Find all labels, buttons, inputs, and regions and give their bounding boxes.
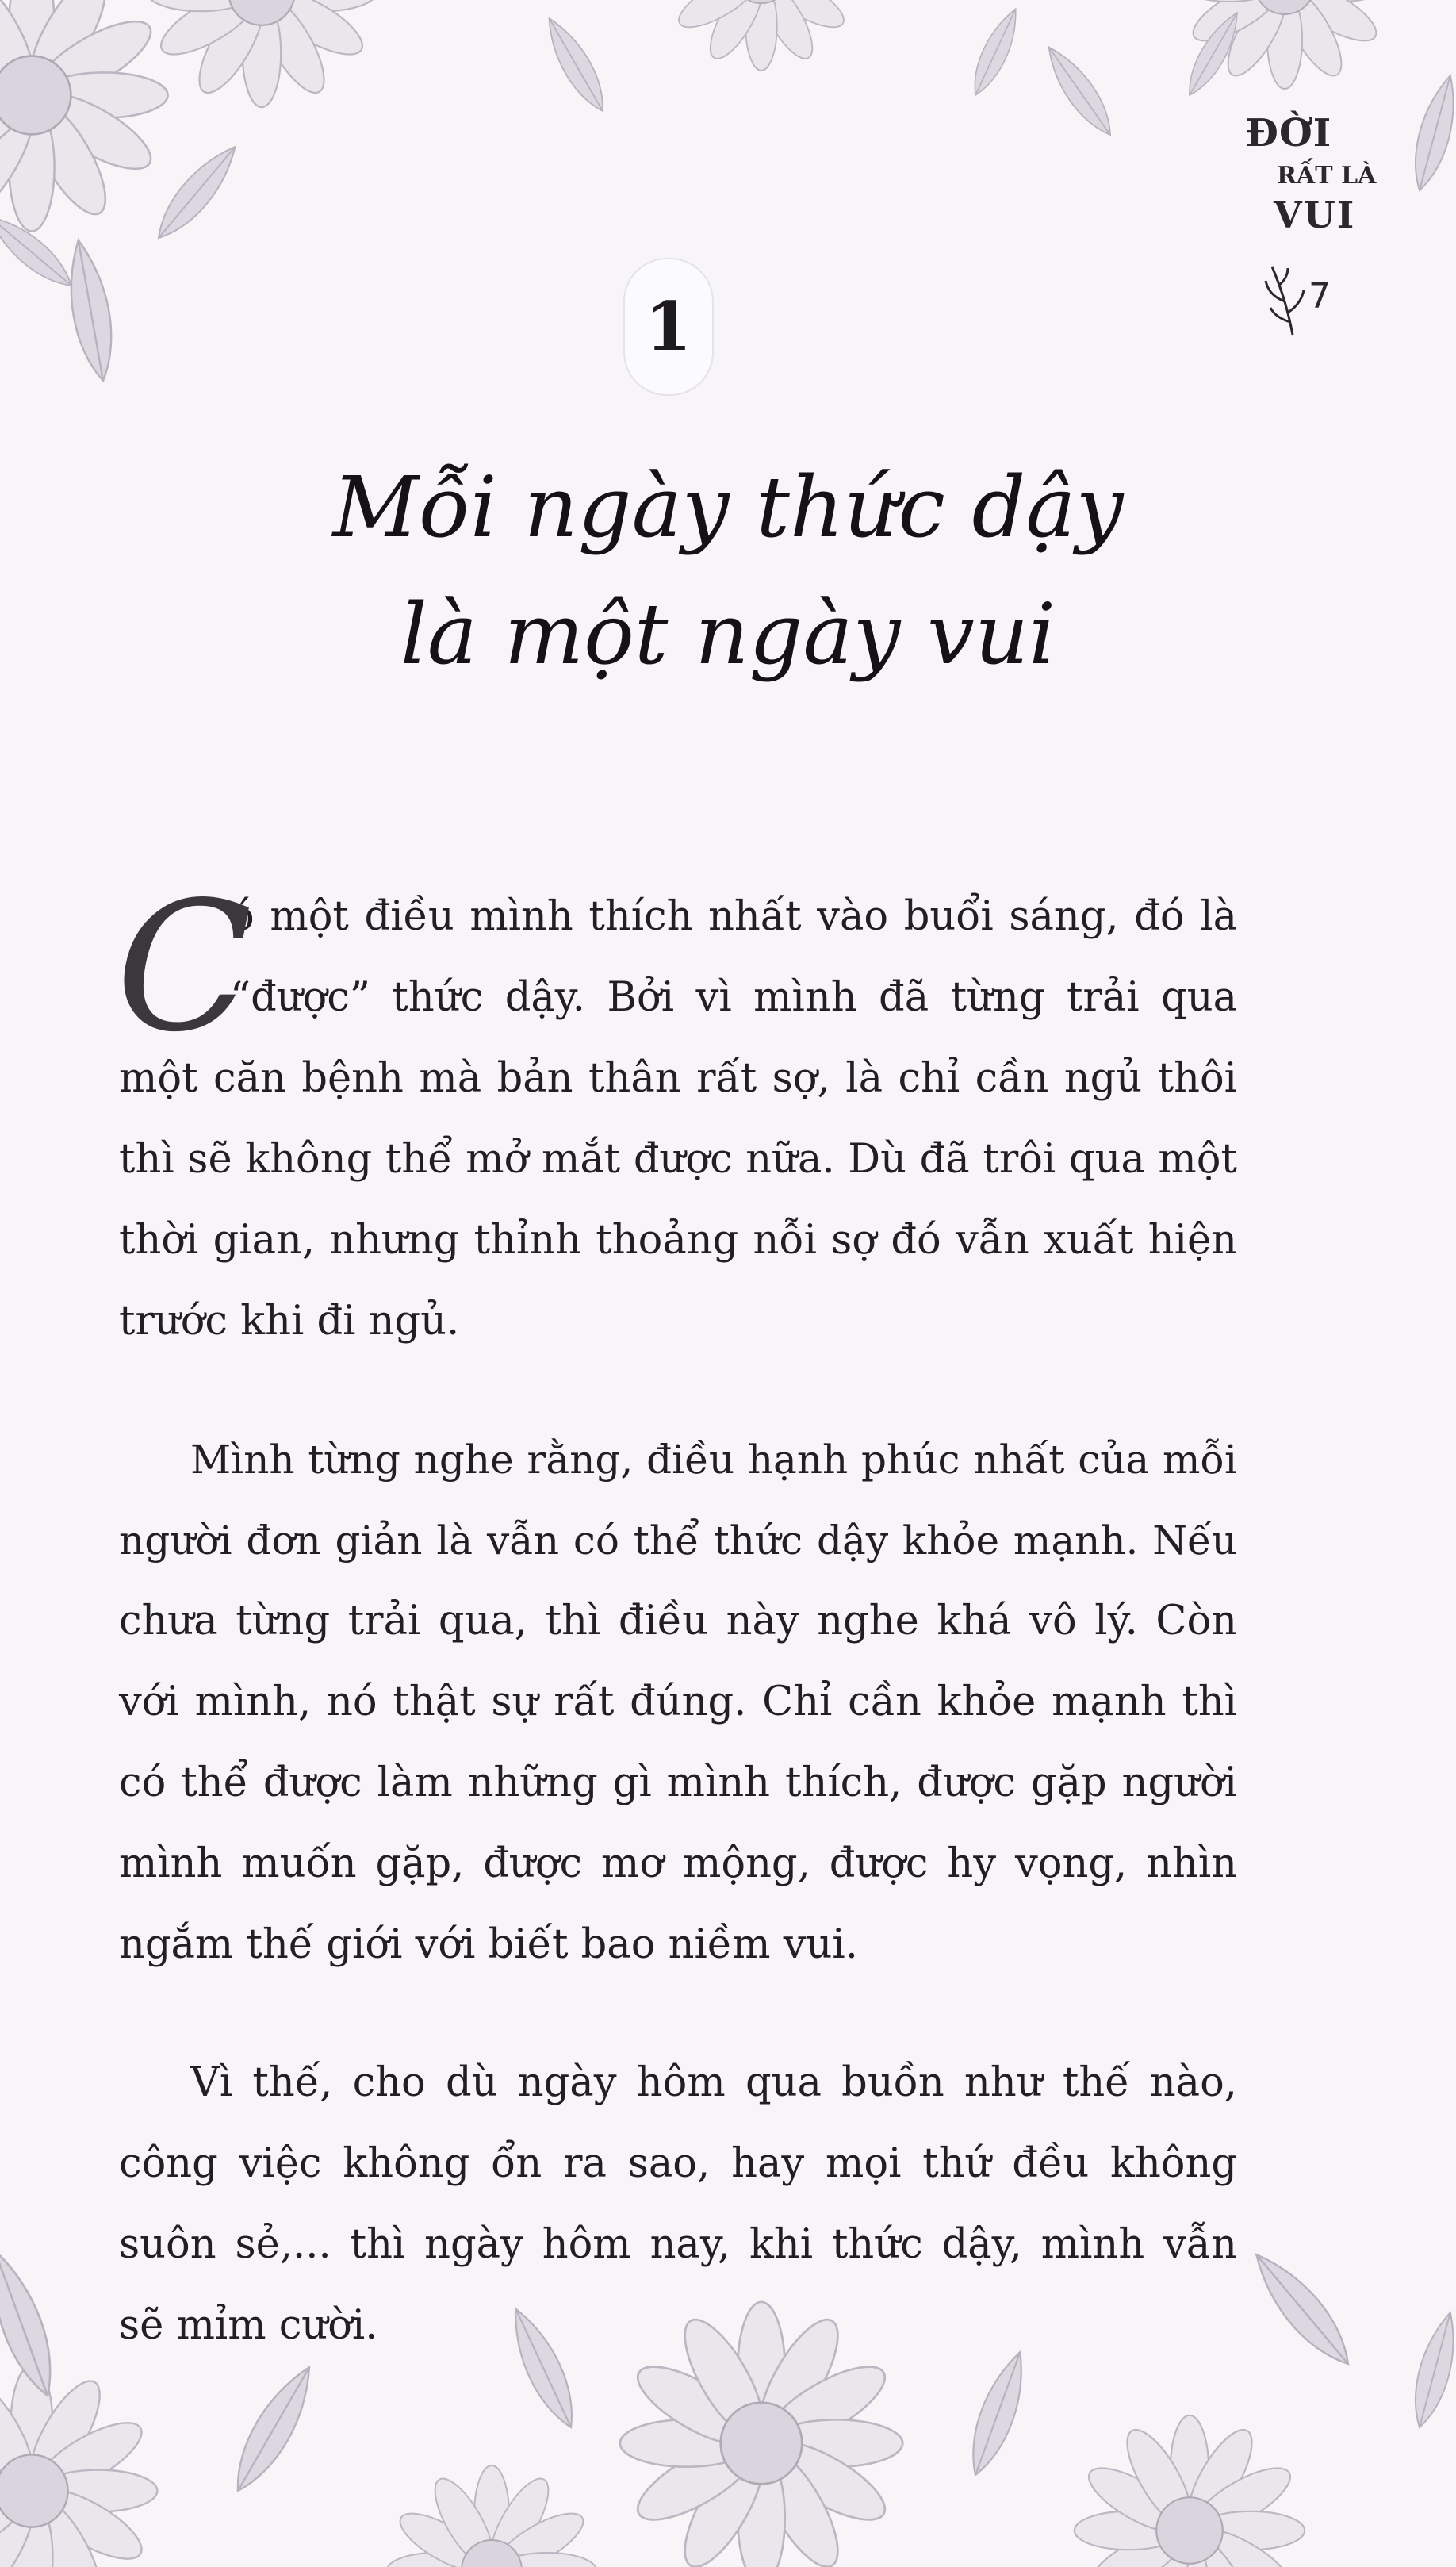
text-line: một căn bệnh mà bản thân rất sợ, là chỉ cần ngủ thôi [119,1055,1237,1102]
page-number-block [1261,262,1380,341]
text-line: suôn sẻ,... thì ngày hôm nay, khi thức dậy, mình vẫn [119,2221,1237,2268]
text-line: có thể được làm những gì mình thích, được gặp người [119,1759,1237,1806]
text-line: chưa từng trải qua, thì điều này nghe khá vô lý. Còn [119,1598,1237,1644]
text-line: thì sẽ không thể mở mắt được nữa. Dù đã trôi qua một [119,1136,1237,1183]
drop-cap: C [116,864,253,1072]
text-line: người đơn giản là vẫn có thể thức dậy khỏe mạnh. Nếu [119,1518,1237,1564]
paragraph-1 [119,877,1237,1362]
text-line: trước khi đi ngủ. [119,1298,460,1345]
chapter-badge [623,258,714,396]
paragraph-3 [119,2043,1237,2366]
book-title-line2: RẤT LÀ [1277,162,1377,190]
chapter-title-line1: Mỗi ngày thức dậy [332,459,1124,556]
book-title-line3: VUI [1274,194,1356,236]
text-line: mình muốn gặp, được mơ mộng, được hy vọng, nhìn [119,1840,1237,1887]
text-line: công việc không ổn ra sao, hay mọi thứ đều không [119,2140,1237,2187]
paragraph-2 [119,1419,1237,1986]
text-line: Vì thế, cho dù ngày hôm qua buồn như thế nào, [190,2059,1237,2106]
text-line: ó một điều mình thích nhất vào buổi sáng, đó là [230,893,1237,940]
text-line: Mình từng nghe rằng, điều hạnh phúc nhất của mỗi [190,1437,1237,1483]
leaf-sprig-icon [1261,262,1308,337]
chapter-number: 1 [645,287,692,366]
text-line: với mình, nó thật sự rất đúng. Chỉ cần khỏe mạnh thì [119,1679,1237,1725]
book-title-line1: ĐỜI [1245,111,1332,155]
chapter-title [173,444,1283,698]
text-line: ngắm thế giới với biết bao niềm vui. [119,1921,858,1968]
text-line: sẽ mỉm cười. [119,2302,378,2349]
text-line: “được” thức dậy. Bởi vì mình đã từng trải qua [230,974,1237,1021]
text-line: thời gian, nhưng thỉnh thoảng nỗi sợ đó vẫn xuất hiện [119,1217,1237,1264]
chapter-title-line2: là một ngày vui [400,585,1056,683]
book-title-mark [1221,111,1396,246]
body-text [116,864,1237,2366]
page-number: 7 [1308,276,1331,317]
